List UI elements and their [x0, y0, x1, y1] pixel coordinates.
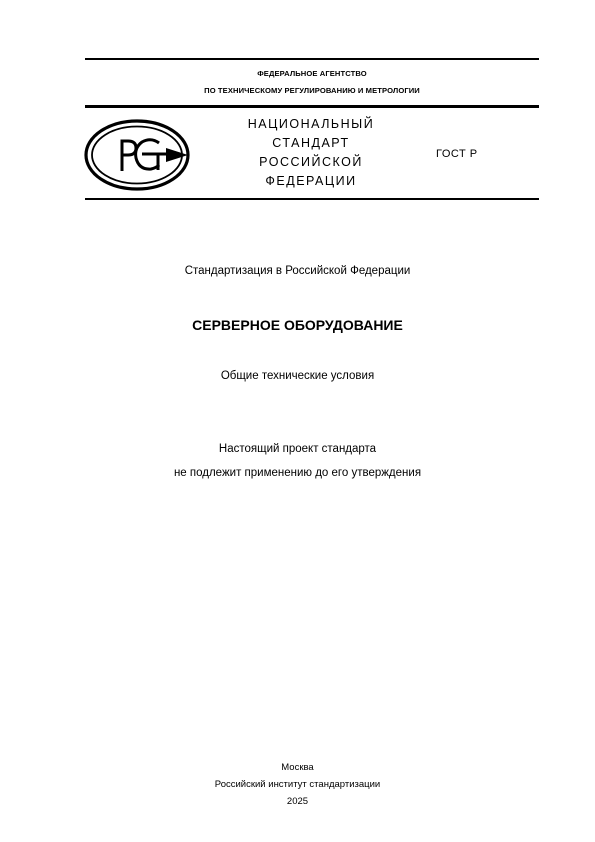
header-rule-thick	[85, 105, 539, 108]
draft-notice-line-2: не подлежит применению до его утверждения	[173, 467, 422, 479]
standard-type-line-2: СТАНДАРТ	[272, 136, 350, 150]
gost-r-logo-icon	[84, 118, 194, 192]
header-rule-bottom	[85, 198, 539, 200]
agency-line-2: ПО ТЕХНИЧЕСКОМУ РЕГУЛИРОВАНИЮ И МЕТРОЛОГИИ	[204, 86, 420, 95]
footer-year: 2025	[286, 796, 309, 807]
document-title: СЕРВЕРНОЕ ОБОРУДОВАНИЕ	[192, 317, 403, 333]
top-rule	[85, 58, 539, 60]
standard-type-line-3: РОССИЙСКОЙ	[259, 155, 363, 169]
gost-designation: ГОСТ Р	[436, 148, 478, 160]
series-title: Стандартизация в Российской Федерации	[184, 265, 411, 277]
footer-publisher: Российский институт стандартизации	[214, 779, 381, 790]
draft-notice-line-1: Настоящий проект стандарта	[218, 443, 377, 455]
standard-type-line-4: ФЕДЕРАЦИИ	[265, 174, 357, 188]
standard-type-line-1: НАЦИОНАЛЬНЫЙ	[247, 117, 375, 131]
footer-city: Москва	[281, 762, 314, 773]
document-subtitle: Общие технические условия	[220, 370, 375, 382]
agency-line-1: ФЕДЕРАЛЬНОЕ АГЕНТСТВО	[257, 69, 367, 78]
